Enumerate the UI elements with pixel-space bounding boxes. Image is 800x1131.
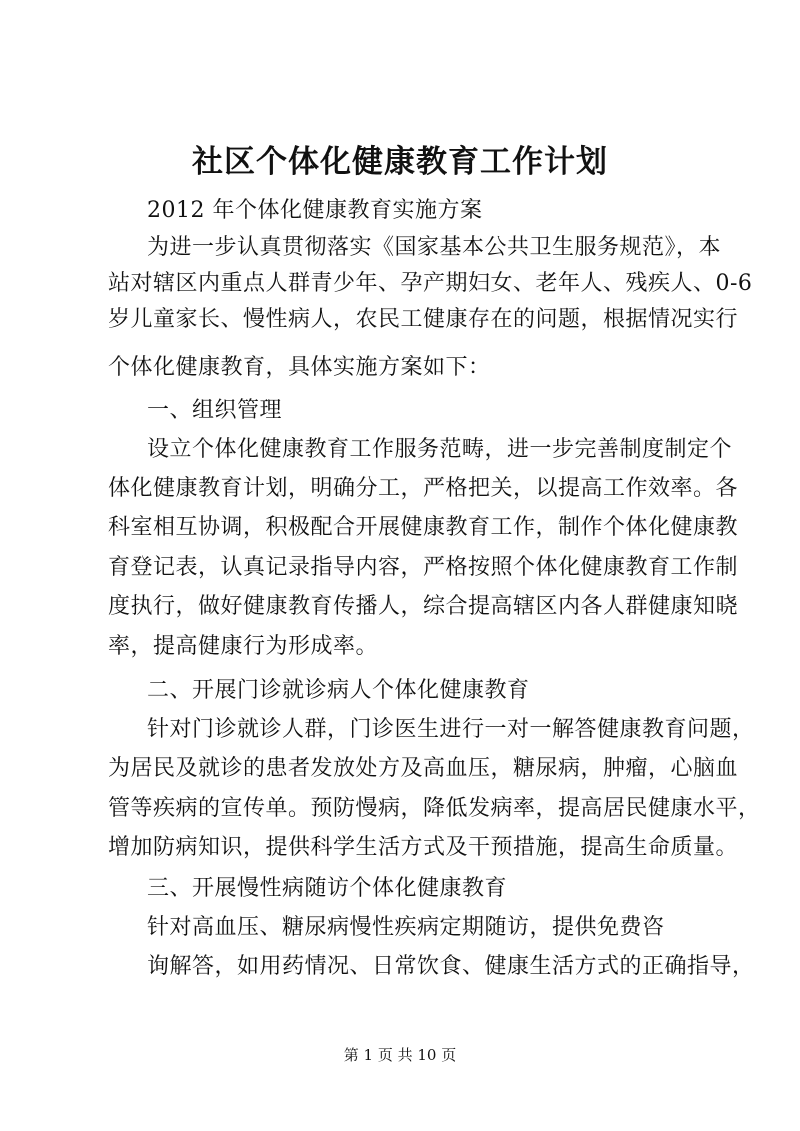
paragraph-line: 询解答，如用药情况、日常饮食、健康生活方式的正确指导， (147, 954, 755, 979)
page-number-footer: 第 1 页 共 10 页 (343, 1046, 457, 1064)
paragraph-line: 站对辖区内重点人群青少年、孕产期妇女、老年人、残疾人、0-6 (108, 271, 753, 296)
paragraph-line: 岁儿童家长、慢性病人，农民工健康存在的问题，根据情况实行 (108, 307, 739, 332)
paragraph-line: 为进一步认真贯彻落实《国家基本公共卫生服务规范》，本 (147, 235, 722, 260)
section-heading-1: 一、组织管理 (147, 398, 283, 423)
subtitle-line: 2012 年个体化健康教育实施方案 (147, 198, 483, 223)
paragraph-line: 科室相互协调，积极配合开展健康教育工作，制作个体化健康教 (108, 515, 739, 540)
paragraph-line: 针对门诊就诊人群，门诊医生进行一对一解答健康教育问题， (147, 717, 755, 742)
section-heading-3: 三、开展慢性病随访个体化健康教育 (147, 876, 508, 901)
paragraph-line: 个体化健康教育，具体实施方案如下： (108, 355, 491, 380)
document-title: 社区个体化健康教育工作计划 (192, 144, 608, 180)
paragraph-line: 度执行，做好健康教育传播人，综合提高辖区内各人群健康知晓 (108, 594, 739, 619)
paragraph-line: 育登记表，认真记录指导内容，严格按照个体化健康教育工作制 (108, 555, 739, 580)
paragraph-line: 体化健康教育计划，明确分工，严格把关，以提高工作效率。各 (108, 476, 739, 501)
paragraph-line: 为居民及就诊的患者发放处方及高血压，糖尿病，肿瘤，心脑血 (108, 756, 739, 781)
paragraph-line: 率，提高健康行为形成率。 (108, 634, 379, 659)
paragraph-line: 管等疾病的宣传单。预防慢病，降低发病率，提高居民健康水平， (108, 796, 761, 821)
paragraph-line: 设立个体化健康教育工作服务范畴，进一步完善制度制定个 (147, 437, 733, 462)
section-heading-2: 二、开展门诊就诊病人个体化健康教育 (147, 678, 530, 703)
paragraph-line: 增加防病知识，提供科学生活方式及干预措施，提高生命质量。 (108, 835, 739, 860)
paragraph-line: 针对高血压、糖尿病慢性疾病定期随访，提供免费咨 (147, 915, 665, 940)
